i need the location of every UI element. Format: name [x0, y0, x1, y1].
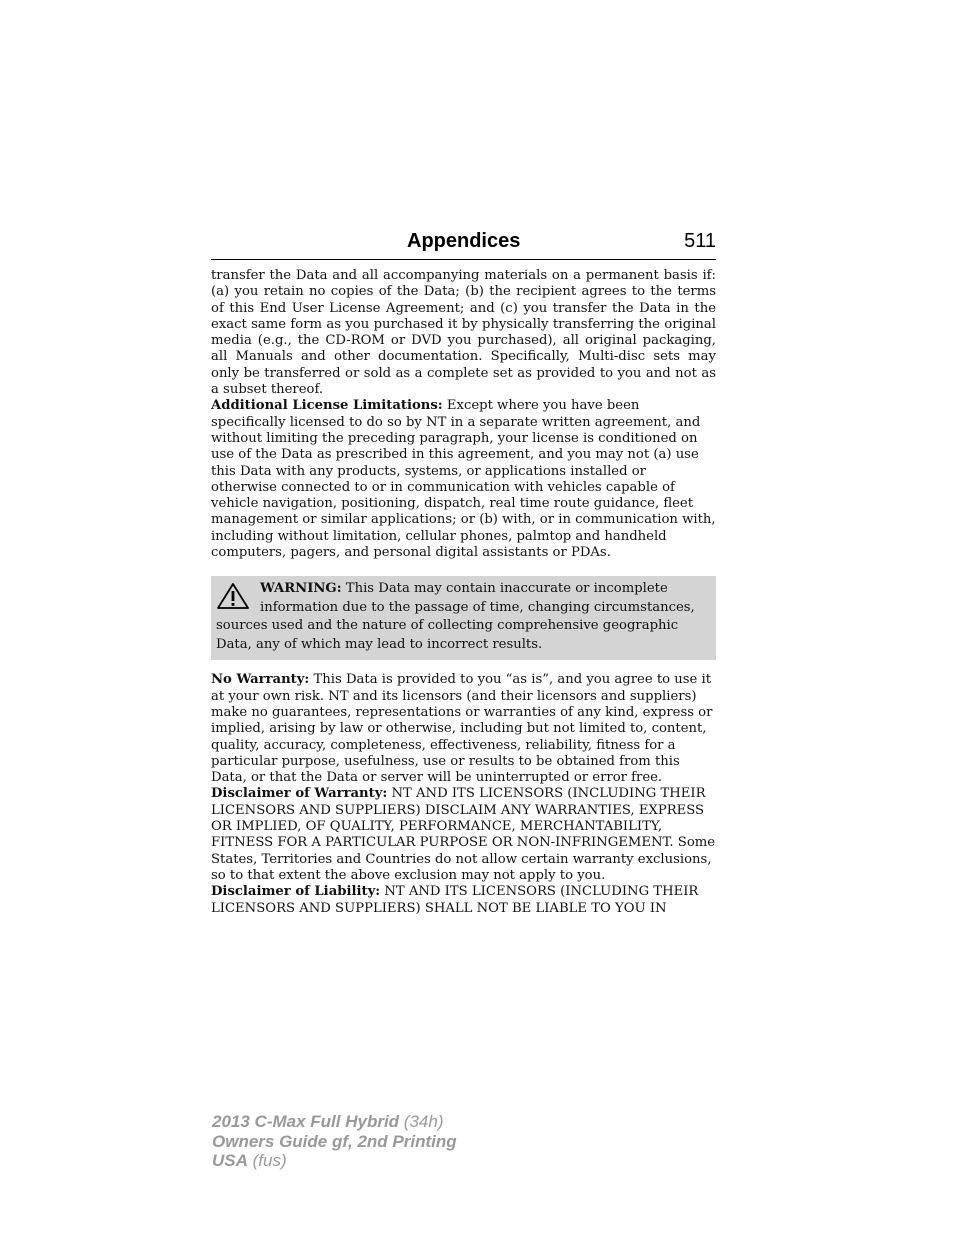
- additional-limitations-label: Additional License Limitations:: [211, 398, 443, 414]
- warning-triangle-icon: [216, 582, 252, 612]
- disclaimer-liability-label: Disclaimer of Liability:: [211, 884, 381, 900]
- warning-box: [211, 576, 716, 660]
- disclaimer-warranty-label: Disclaimer of Warranty:: [211, 786, 388, 802]
- footer-line-2: Owners Guide gf, 2nd Printing: [212, 1131, 457, 1151]
- no-warranty-text: This Data is provided to you “as is”, and you agree to use it at your own risk. NT and its licensors (and their licensors and suppliers) make no guarantees, representations or warranties of any kind, express or implied, arising by law or otherwise, including but not limited to, content, quality, accuracy, completeness, effectiveness, reliability, fitness for a particular purpose, usefulness, use or results to be obtained from this Data, or that the Data or server will be uninterrupted or error free.: [211, 672, 713, 786]
- footer-model: 2013 C-Max Full Hybrid: [212, 1112, 400, 1131]
- footer-model-code: (34h): [403, 1112, 444, 1131]
- disclaimer-liability-text: NT AND ITS LICENSORS (INCLUDING THEIR LICENSORS AND SUPPLIERS) SHALL NOT BE LIABLE TO YOU IN: [211, 884, 699, 916]
- footer-line-1: [212, 1112, 457, 1132]
- section-title: Appendices: [407, 230, 521, 252]
- page-number: 511: [684, 230, 716, 252]
- page-footer: [212, 1112, 457, 1171]
- disclaimer-liability-paragraph: [211, 884, 716, 917]
- page-body: [211, 268, 716, 917]
- footer-market: USA: [212, 1151, 248, 1170]
- footer-market-code: (fus): [252, 1151, 287, 1170]
- footer-line-3: [212, 1151, 457, 1171]
- warning-text: This Data may contain inaccurate or incomplete information due to the passage of time, changing circumstances, sources used and the nature of collecting comprehensive geographic Data, any of which may lead to incorrect results.: [216, 581, 695, 652]
- page-header: [211, 229, 716, 260]
- warning-label: WARNING:: [260, 581, 342, 597]
- additional-limitations-paragraph: [211, 398, 716, 561]
- transfer-paragraph: transfer the Data and all accompanying materials on a permanent basis if: (a) you retain no copies of the Data; (b) the recipient agrees to the terms of this End User License Agreement; and (c) you transfer the Data in the exact same form as you purchased it by physically transferring the original media (e.g., the CD-ROM or DVD you purchased), all original packaging, all Manuals and other documentation. Specifically, Multi-disc sets may only be transferred or sold as a complete set as provided to you and not as a subset thereof.: [211, 268, 716, 398]
- disclaimer-warranty-text: NT AND ITS LICENSORS (INCLUDING THEIR LICENSORS AND SUPPLIERS) DISCLAIM ANY WARRANTIES, EXPRESS OR IMPLIED, OF QUALITY, PERFORMANCE, MERCHANTABILITY, FITNESS FOR A PARTICULAR PURPOSE OR NON-INFRINGEMENT. Some States, Territories and Countries do not allow certain warranty exclusions, so to that extent the above exclusion may not apply to you.: [211, 786, 716, 883]
- no-warranty-label: No Warranty:: [211, 672, 310, 688]
- additional-limitations-text: Except where you have been specifically licensed to do so by NT in a separate written agreement, and without limiting the preceding paragraph, your license is conditioned on use of the Data as prescribed in this agreement, and you may not (a) use this Data with any products, systems, or applications installed or otherwise connected to or in communication with vehicles capable of vehicle navigation, positioning, dispatch, real time route guidance, fleet management or similar applications; or (b) with, or in communication with, including without limitation, cellular phones, palmtop and handheld computers, pagers, and personal digital assistants or PDAs.: [211, 398, 716, 561]
- no-warranty-paragraph: [211, 672, 716, 786]
- disclaimer-warranty-paragraph: [211, 786, 716, 884]
